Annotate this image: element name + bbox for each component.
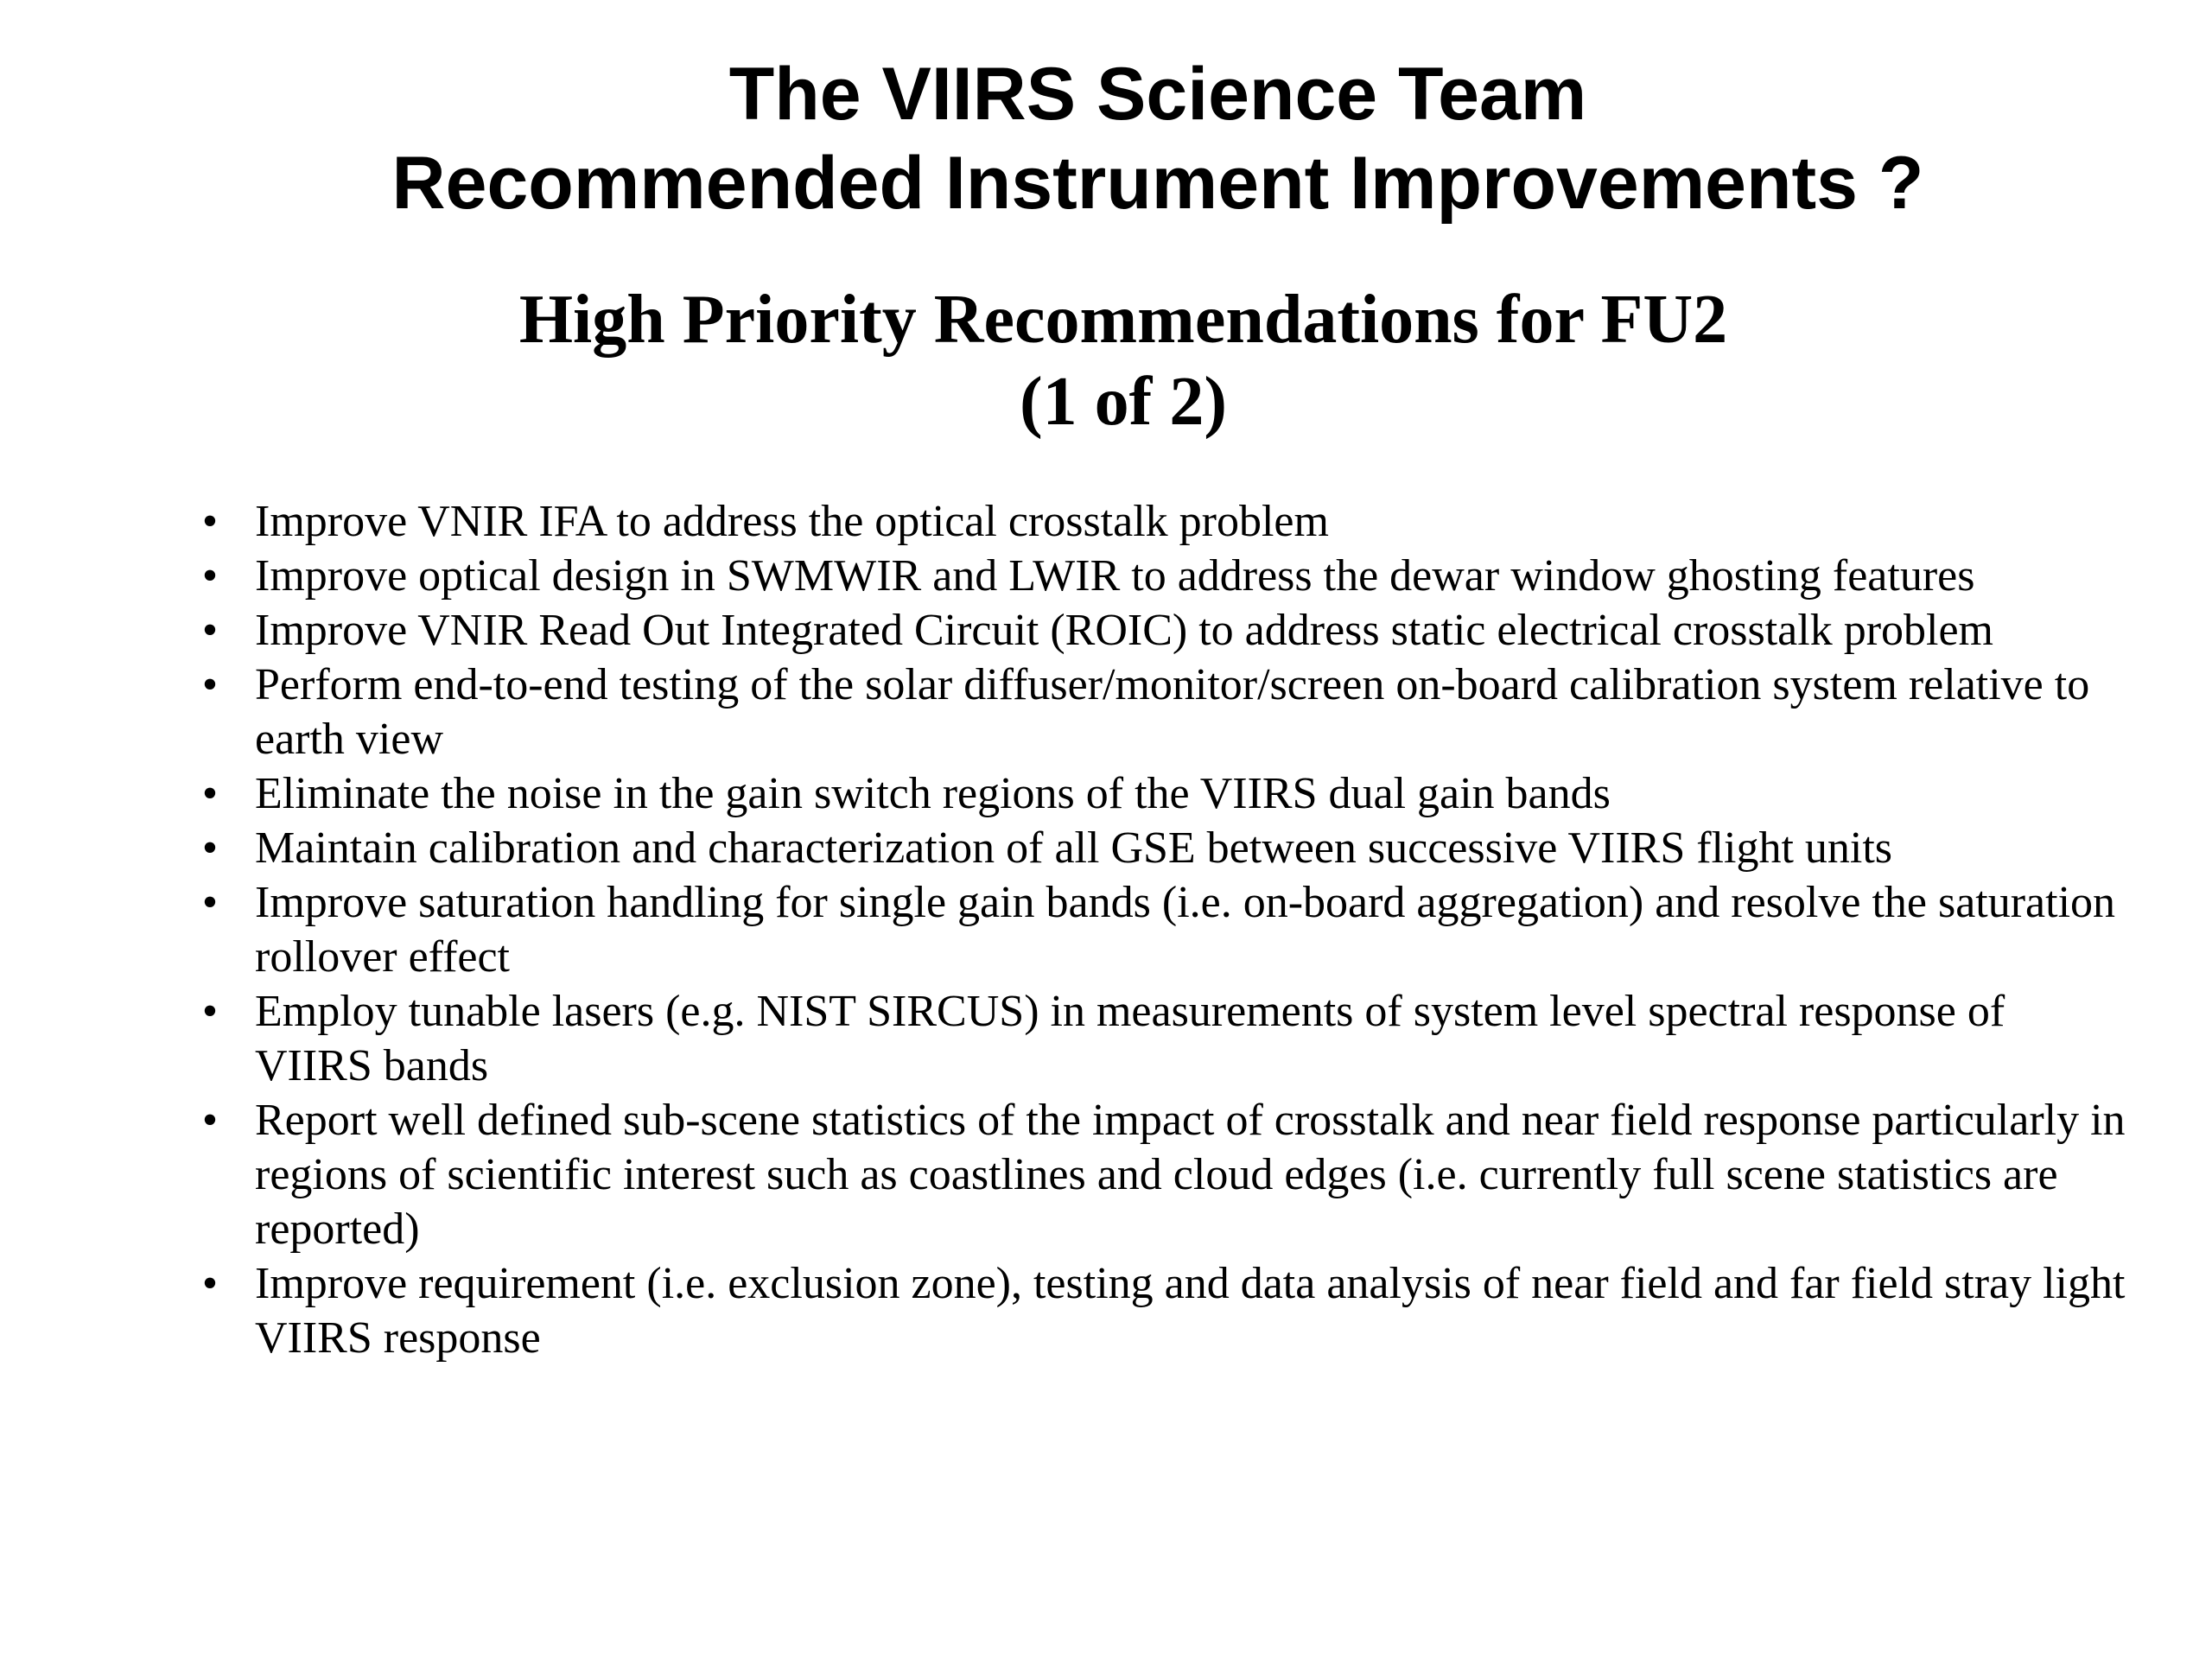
- bullet-icon: •: [201, 769, 219, 818]
- bullet-icon: •: [201, 606, 219, 655]
- list-item-text: Maintain calibration and characterization of all GSE between successive VIIRS flight units: [255, 823, 1893, 873]
- list-item-text: Improve optical design in SWMWIR and LWIR to address the dewar window ghosting features: [255, 551, 1975, 601]
- bullet-icon: •: [201, 1259, 219, 1308]
- bullet-icon: •: [201, 1096, 219, 1145]
- list-item-text: Report well defined sub-scene statistics of the impact of crosstalk and near field response particularly in regions of scientific interest such as coastlines and cloud edges (i.e. currently full scene statistics are reported): [255, 1096, 2126, 1254]
- bullet-icon: •: [201, 987, 219, 1036]
- slide-subtitle-line-1: High Priority Recommendations for FU2: [518, 282, 1728, 358]
- bullet-icon: •: [201, 660, 219, 709]
- list-item: [197, 984, 2133, 1093]
- list-item-text: Perform end-to-end testing of the solar diffuser/monitor/screen on-board calibration system relative to earth view: [255, 660, 2090, 764]
- slide-title-line-1: The VIIRS Science Team: [728, 53, 1587, 136]
- list-item-text: Employ tunable lasers (e.g. NIST SIRCUS) in measurements of system level spectral response of VIIRS bands: [255, 987, 2005, 1090]
- list-item: [197, 494, 2133, 549]
- slide-title-line-2: Recommended Instrument Improvements ?: [391, 142, 1924, 225]
- slide-subtitle-line-2: (1 of 2): [1020, 364, 1227, 440]
- list-item: [197, 549, 2133, 603]
- bullet-icon: •: [201, 823, 219, 873]
- list-item-text: Improve VNIR IFA to address the optical crosstalk problem: [255, 497, 1329, 546]
- list-item: [197, 1256, 2133, 1365]
- list-item: [197, 875, 2133, 984]
- list-item-text: Improve saturation handling for single gain bands (i.e. on-board aggregation) and resolve the saturation rollover effect: [255, 878, 2116, 982]
- recommendations-list: [197, 494, 2133, 1365]
- list-item: [197, 658, 2133, 766]
- bullet-icon: •: [201, 878, 219, 927]
- list-item: [197, 1093, 2133, 1256]
- list-item: [197, 821, 2133, 875]
- bullet-icon: •: [201, 497, 219, 546]
- list-item: [197, 766, 2133, 821]
- list-item-text: Eliminate the noise in the gain switch regions of the VIIRS dual gain bands: [255, 769, 1611, 818]
- list-item-text: Improve VNIR Read Out Integrated Circuit (ROIC) to address static electrical crosstalk problem: [255, 606, 1994, 655]
- slide-title: [0, 50, 2212, 228]
- bullet-icon: •: [201, 551, 219, 601]
- list-item: [197, 603, 2133, 658]
- list-item-text: Improve requirement (i.e. exclusion zone), testing and data analysis of near field and far field stray light VIIRS response: [255, 1259, 2126, 1363]
- slide-subtitle: [0, 279, 2212, 443]
